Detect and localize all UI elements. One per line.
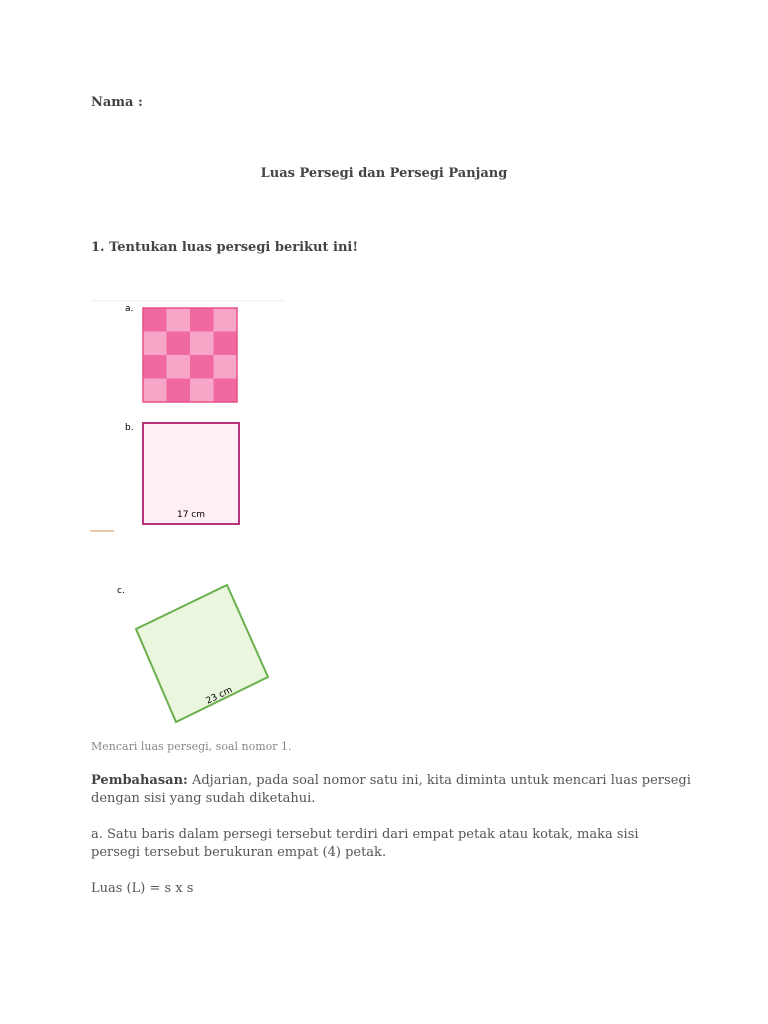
figure-square-c <box>110 578 280 728</box>
grid-cell <box>190 308 214 332</box>
square-b <box>143 423 239 524</box>
grid-cell <box>214 355 238 379</box>
grid-cell <box>190 379 214 403</box>
label-a: a. <box>125 304 134 314</box>
grid-cell <box>214 332 238 356</box>
grid-cell <box>143 332 167 356</box>
paragraph-a: a. Satu baris dalam persegi tersebut terdiri dari empat petak atau kotak, maka sisi persegi tersebut berukuran empat (4) petak. <box>91 827 639 860</box>
square-b-dimension: 17 cm <box>176 510 206 520</box>
grid-cell <box>214 379 238 403</box>
square-c <box>136 585 268 722</box>
pembahasan-text: Adjarian, pada soal nomor satu ini, kita diminta untuk mencari luas persegi dengan sisi yang sudah diketahui. <box>91 773 691 806</box>
label-c: c. <box>117 586 125 596</box>
grid-cell <box>143 355 167 379</box>
square-c-dimension: 23 cm <box>204 685 235 707</box>
label-b: b. <box>125 423 134 433</box>
grid-cell <box>167 332 191 356</box>
grid-cell <box>143 379 167 403</box>
page-title: Luas Persegi dan Persegi Panjang <box>260 166 508 181</box>
figure-squares-ab <box>88 298 288 538</box>
grid-cell <box>167 355 191 379</box>
grid-cell <box>167 308 191 332</box>
name-field-label: Nama : <box>91 95 143 110</box>
pembahasan-label: Pembahasan: <box>91 773 188 788</box>
grid-cell <box>190 355 214 379</box>
paragraph-pembahasan <box>91 772 691 808</box>
question-1: 1. Tentukan luas persegi berikut ini! <box>91 240 359 255</box>
grid-cell <box>190 332 214 356</box>
grid-cell <box>214 308 238 332</box>
grid-cell <box>167 379 191 403</box>
grid-cell <box>143 308 167 332</box>
figure-caption: Mencari luas persegi, soal nomor 1. <box>91 740 292 753</box>
square-a-grid <box>143 308 237 402</box>
paragraph-formula: Luas (L) = s x s <box>91 881 194 896</box>
